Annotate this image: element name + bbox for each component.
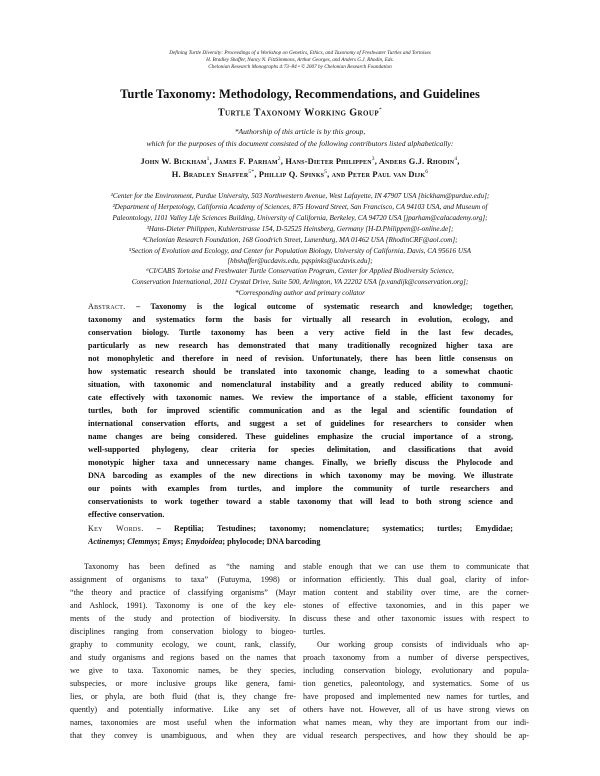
abstract-line: conservationists to work together toward a stable taxonomy that will lead to both strong science and <box>88 497 513 506</box>
abstract-line: not monophyletic and therefore in need of revision. Unfortunately, there has been little consensus on <box>88 354 513 363</box>
author-name: John W. Bickham <box>140 156 207 166</box>
author-sep: , <box>457 156 460 166</box>
author-sep: , <box>254 169 259 179</box>
author-name: Peter Paul van Dijk <box>347 169 426 179</box>
body-line: names, taxonomies are most useful when the information <box>70 718 296 727</box>
body-line: what names mean, why they are important from our indi- <box>303 718 529 727</box>
abstract-line: our points with examples from turtles, and implore the community of turtle researchers and <box>88 484 513 493</box>
body-line: and study organisms and regions based on the names that <box>70 653 296 662</box>
affiliation-line: ³Hans-Dieter Philippen, Kuhlertstrasse 154, D-52525 Heinsberg, Germany [H-D.Philippen@t-online.de]; <box>146 225 454 233</box>
affiliation-line: ⁶CI/CABS Tortoise and Freshwater Turtle Conservation Program, Center for Applied Biodiversity Science, <box>146 267 454 275</box>
keywords-line <box>88 522 513 535</box>
body-line: stones of effective taxonomies, and in this paper we <box>303 601 529 610</box>
affiliation-line: Conservation International, 2011 Crystal Drive, Suite 500, Arlington, VA 22202 USA [p.vandijk@conservation.org]; <box>131 278 469 286</box>
body-line: subspecies, or more inclusive groups like genera, fami- <box>70 679 296 688</box>
body-column-left <box>70 560 296 742</box>
body-line: that they convey is unambiguous, and when they are <box>70 731 296 740</box>
author-line <box>0 156 600 166</box>
body-line: others have not. However, all of us have strong views on <box>303 705 529 714</box>
author-sup: 4 <box>454 156 458 162</box>
abstract-line: conservation biology. Turtle taxonomy has been a very active field in the last few decades, <box>88 328 513 337</box>
keyword-genus: Actinemys <box>88 537 123 546</box>
abstract-line: monotypic higher taxa and unnecessary name changes. Finally, we briefly discuss the Phylocode and <box>88 458 513 467</box>
keyword-genus: Emydoidea <box>185 537 223 546</box>
abstract-line: taxonomy and systematics form the basis for virtually all research in evolution, ecology, and <box>88 315 513 324</box>
affiliation-line: ²Department of Herpetology, California Academy of Sciences, 875 Howard Street, San Francisco, CA 94103 USA, and Museum of <box>112 203 488 211</box>
article-title: Turtle Taxonomy: Methodology, Recommendations, and Guidelines <box>120 87 480 101</box>
abstract-line: turtles, both for improved scientific communication and as the legal and scientific foundation of <box>88 406 513 415</box>
author-sep: , <box>280 156 286 166</box>
author-sep: , <box>374 156 379 166</box>
body-line: including conservation biology, evolutionary and popula- <box>303 666 529 675</box>
running-header-line: H. Bradley Shaffer, Nancy N. FitzSimmons, Arthur Georges, and Anders G.J. Rhodin, Eds. <box>206 57 394 63</box>
author-name: H. Bradley Shaffer <box>171 169 249 179</box>
keywords <box>88 522 513 548</box>
running-header-line: Defining Turtle Diversity: Proceedings of a Workshop on Genetics, Ethics, and Taxonomy of Freshwater Turtles and Tortoises <box>169 50 431 56</box>
keyword-genus: Clemmys <box>127 537 158 546</box>
working-group-label: Turtle Taxonomy Working Group <box>217 107 379 119</box>
author-sup: 2 <box>277 156 281 162</box>
author-sup: 5 <box>324 169 328 175</box>
keywords-label: Key Words. <box>88 524 144 533</box>
body-line: graphy to community ecology, we count, rank, classify, <box>70 640 296 649</box>
author-line <box>0 169 600 179</box>
abstract-label: Abstract. <box>88 302 126 311</box>
body-line: mation content and stability over time, are the corner- <box>303 588 529 597</box>
body-line: proach taxonomy from a number of diverse perspectives, <box>303 653 529 662</box>
keyword-sep: ; <box>157 537 163 546</box>
author-sep: , <box>209 156 215 166</box>
body-line: lies, or phyla, are both fluid (that is, they change fre- <box>70 692 296 701</box>
author-name: Anders G.J. Rhodin <box>378 156 455 166</box>
keywords-text: – Reptilia; Testudines; taxonomy; nomenclature; systematics; turtles; Emydidae; <box>156 524 513 533</box>
body-line: vidual research perspectives, and how they should be ap- <box>303 731 529 740</box>
affiliation-line: [hbshaffer@ucdavis.edu, pqspinks@ucdavis.edu]; <box>227 257 373 265</box>
keyword-sep: ; <box>180 537 186 546</box>
abstract-line: particularly as new research has demonstrated that many traditionally recognized higher taxa are <box>88 341 513 350</box>
keyword-rest: ; phylocode; DNA barcoding <box>222 537 321 546</box>
group-mark: * <box>379 107 383 113</box>
author-sup: 5* <box>248 169 255 175</box>
affiliation-line: *Corresponding author and primary collator <box>235 289 365 297</box>
body-line: have proposed and implemented new names for turtles, and <box>303 692 529 701</box>
affiliation-line: ⁵Section of Evolution and Ecology, and Center for Population Biology, University of California, Davis, CA 95616 USA <box>128 247 472 255</box>
author-name: James F. Parham <box>214 156 278 166</box>
abstract-line: international conservation efforts, and suggest a set of guidelines for researchers to consider when <box>88 419 513 428</box>
body-column-right <box>303 560 529 742</box>
abstract <box>88 300 513 521</box>
author-sup: 1 <box>206 156 210 162</box>
affiliation-line: Paleontology, 1101 Valley Life Sciences Building, University of California, Berkeley, CA 94720 USA [jparham@calacademy.org]; <box>112 214 488 222</box>
authorship-note: which for the purposes of this document consisted of the following contributors listed alphabetically: <box>146 139 454 148</box>
body-line: Taxonomy has been defined as “the naming and <box>84 562 296 571</box>
body-line: information efficiently. This dual goal, clarity of infor- <box>303 575 529 584</box>
working-group-name <box>0 107 600 118</box>
author-name: Hans-Dieter Philippen <box>285 156 372 166</box>
affiliation-line: ¹Center for the Environment, Purdue University, 503 Northwestern Avenue, West Lafayette, IN 47907 USA [bickham@purdue.edu]; <box>110 192 490 200</box>
keywords-line <box>88 535 513 548</box>
body-line: disciplines ranging from conservation biology to biogeo- <box>70 627 296 636</box>
body-line: tion genetics, paleontology, and systematics. Some of us <box>303 679 529 688</box>
body-line: Our working group consists of individuals who ap- <box>317 640 529 649</box>
body-line: assignment of organisms to taxa” (Futuyma, 1998) or <box>70 575 296 584</box>
abstract-line: DNA barcoding as examples of the new directions in which taxonomy may be moving. We illustrate <box>88 471 513 480</box>
keyword-sep: ; <box>122 537 128 546</box>
abstract-line: effective conservation. <box>88 510 165 519</box>
body-line: stable enough that we can use them to communicate that <box>303 562 529 571</box>
author-sup: 6 <box>425 169 429 175</box>
running-header-line: Chelonian Research Monographs 4:73–84 • © 2007 by Chelonian Research Foundation <box>208 64 392 70</box>
abstract-line: cate effectively with taxonomic names. We review the importance of a stable, efficient taxonomy for <box>88 393 513 402</box>
body-line: turtles. <box>303 627 326 636</box>
abstract-line: situation, with taxonomic and nomenclatural instability and a greatly reduced ability to communi- <box>88 380 513 389</box>
abstract-line: well-supported phylogeny, clear criteria for species delimitation, and classifications that avoid <box>88 445 513 454</box>
author-sup: 3 <box>371 156 375 162</box>
abstract-text: – Taxonomy is the logical outcome of systematic research and knowledge; together, <box>136 302 513 311</box>
body-line: we give to taxa. Taxonomic names, be they species, <box>70 666 296 675</box>
authorship-note: *Authorship of this article is by this group, <box>234 127 366 136</box>
body-line: ments of the study and protection of biodiversity. In <box>70 614 296 623</box>
body-line: quently) and potentially informative. Like any set of <box>70 705 296 714</box>
body-line: “the theory and practice of classifying organisms” (Mayr <box>70 588 296 597</box>
affiliation-line: ⁴Chelonian Research Foundation, 168 Goodrich Street, Lunenburg, MA 01462 USA [RhodinCRF@aol.com]; <box>142 236 458 244</box>
body-line: and Ashlock, 1991). Taxonomy is one of the key ele- <box>70 601 296 610</box>
abstract-line <box>88 300 513 313</box>
author-name: Phillip Q. Spinks <box>258 169 325 179</box>
body-line: discuss these and other taxonomic issues with respect to <box>303 614 529 623</box>
abstract-line: how systematic research should be translated into taxonomic change, leading to a somewhat chaotic <box>88 367 513 376</box>
keyword-genus: Emys <box>162 537 181 546</box>
abstract-line: name changes are being considered. These guidelines emphasize the crucial importance of a strong, <box>88 432 513 441</box>
author-sep: , and <box>327 169 348 179</box>
